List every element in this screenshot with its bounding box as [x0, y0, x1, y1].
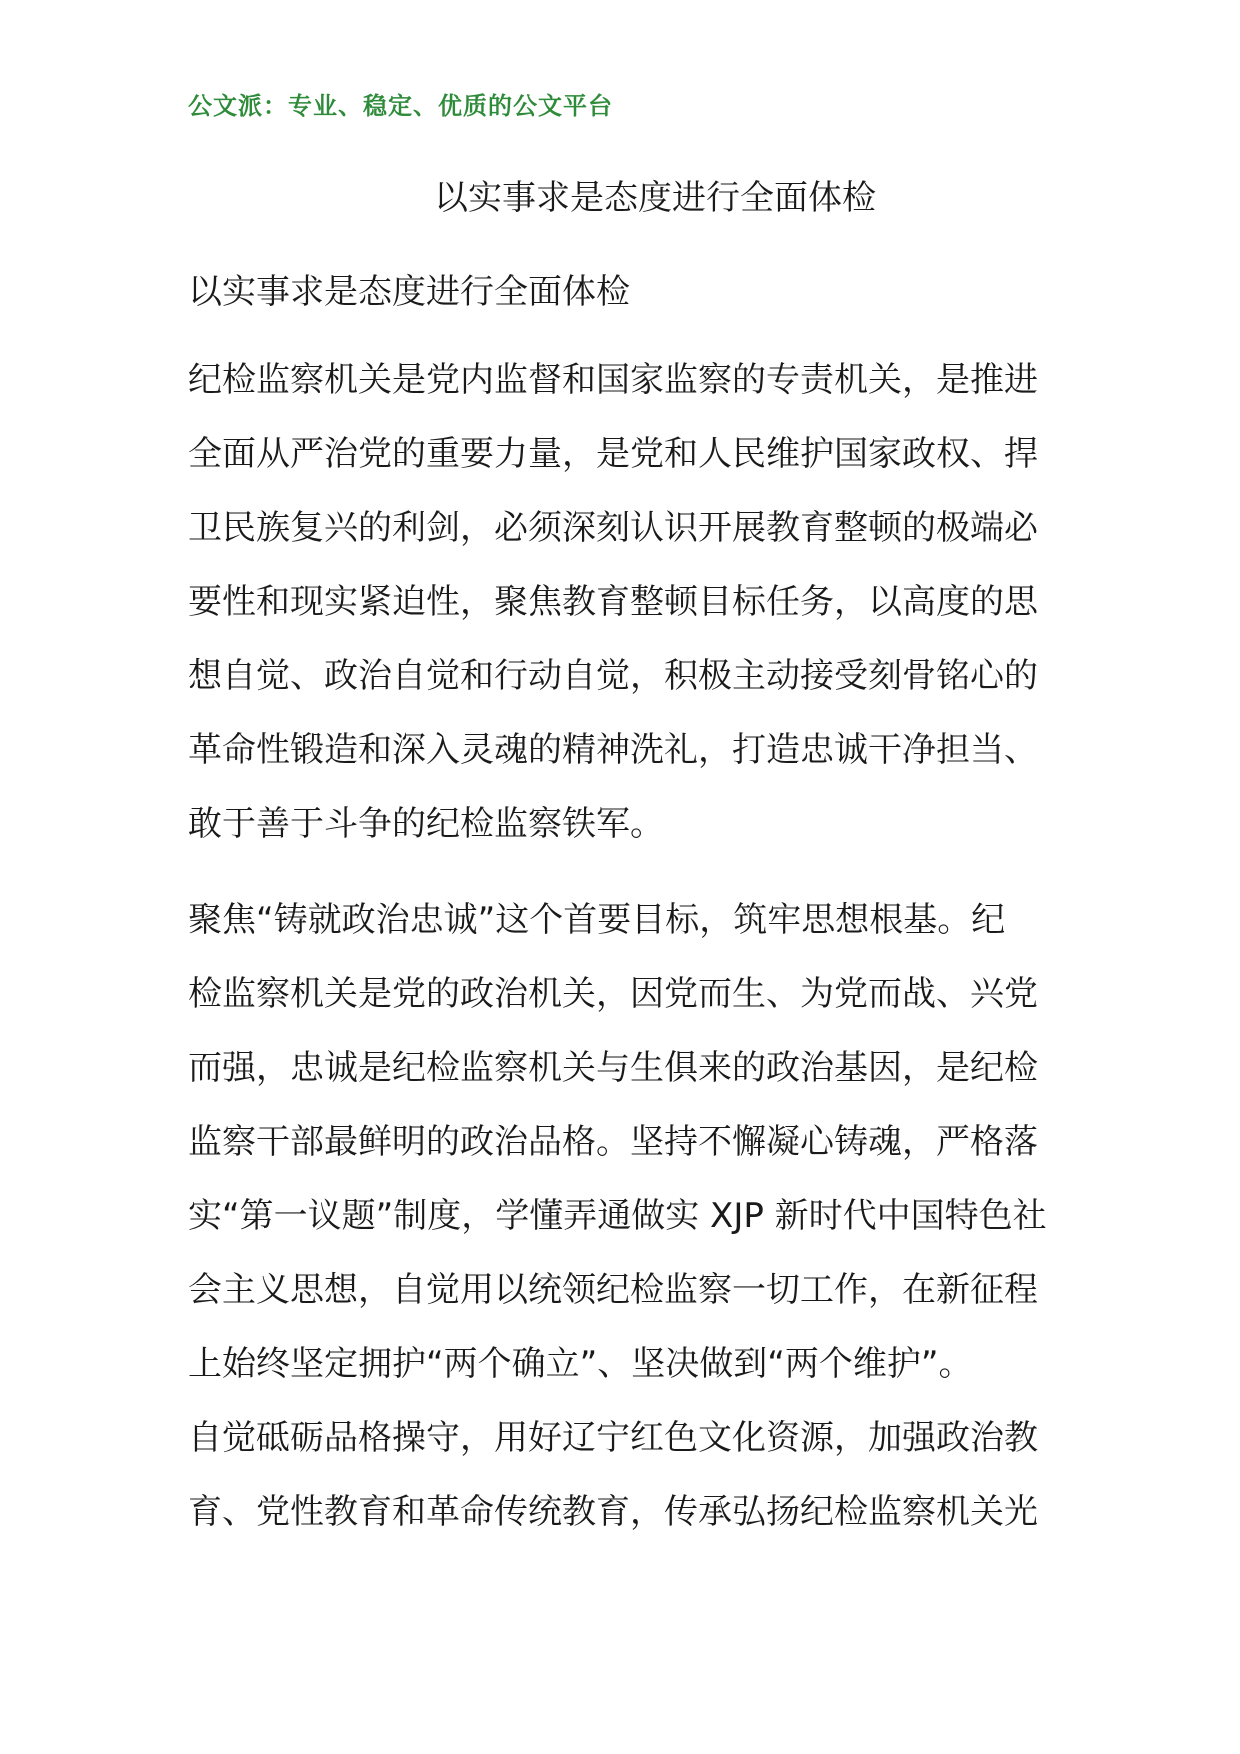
paragraph-line: 要性和现实紧迫性，聚焦教育整顿目标任务，以高度的思	[188, 582, 1038, 622]
document-subtitle: 以实事求是态度进行全面体检	[188, 272, 630, 312]
paragraph-line: 纪检监察机关是党内监督和国家监察的专责机关，是推进	[188, 360, 1038, 400]
paragraph-line: 想自觉、政治自觉和行动自觉，积极主动接受刻骨铭心的	[188, 656, 1038, 696]
paragraph-line: 上始终坚定拥护“两个确立”、坚决做到“两个维护”。	[188, 1344, 973, 1384]
paragraph-line: 会主义思想，自觉用以统领纪检监察一切工作，在新征程	[188, 1270, 1038, 1310]
paragraph-line: 实“第一议题”制度，学懂弄通做实 XJP 新时代中国特色社	[188, 1196, 1047, 1236]
document-title: 以实事求是态度进行全面体检	[434, 178, 876, 218]
paragraph-line: 而强，忠诚是纪检监察机关与生俱来的政治基因，是纪检	[188, 1048, 1038, 1088]
paragraph-line: 卫民族复兴的利剑，必须深刻认识开展教育整顿的极端必	[188, 508, 1038, 548]
paragraph-line: 检监察机关是党的政治机关，因党而生、为党而战、兴党	[188, 974, 1038, 1014]
paragraph-line: 监察干部最鲜明的政治品格。坚持不懈凝心铸魂，严格落	[188, 1122, 1038, 1162]
paragraph-line: 革命性锻造和深入灵魂的精神洗礼，打造忠诚干净担当、	[188, 730, 1038, 770]
paragraph-line: 育、党性教育和革命传统教育，传承弘扬纪检监察机关光	[188, 1492, 1038, 1532]
paragraph-line: 全面从严治党的重要力量，是党和人民维护国家政权、捍	[188, 434, 1038, 474]
paragraph-line: 聚焦“铸就政治忠诚”这个首要目标，筑牢思想根基。纪	[188, 900, 1006, 940]
paragraph-line: 自觉砥砺品格操守，用好辽宁红色文化资源，加强政治教	[188, 1418, 1038, 1458]
paragraph-line: 敢于善于斗争的纪检监察铁军。	[188, 804, 664, 844]
platform-header: 公文派：专业、稳定、优质的公文平台	[188, 92, 613, 120]
